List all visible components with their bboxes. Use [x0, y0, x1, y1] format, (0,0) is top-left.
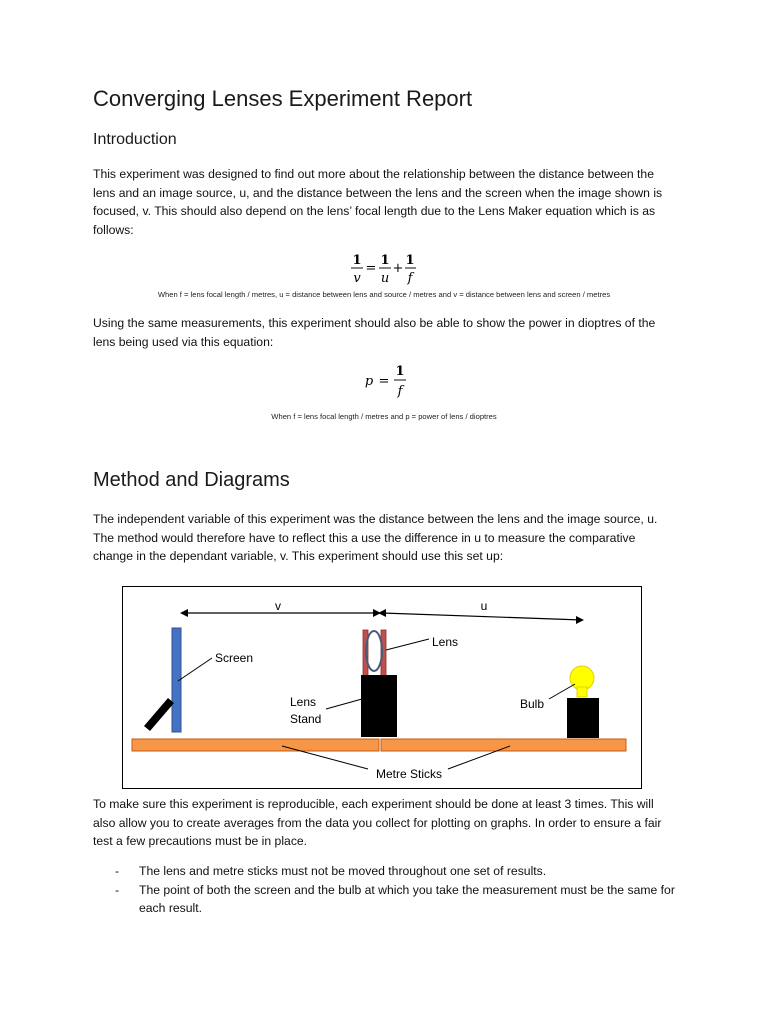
- eq1-term1-numerator: 1: [380, 253, 390, 268]
- document-title: Converging Lenses Experiment Report: [93, 86, 473, 111]
- eq1-lhs-numerator: 1: [352, 253, 362, 268]
- bullet-marker: -: [115, 864, 120, 878]
- list-item: [93, 881, 678, 918]
- eq2-denominator: f: [397, 384, 403, 399]
- equation-1-note: When f = lens focal length / metres, u = distance between lens and source / metres and v = distance between lens and screen / metres: [157, 290, 611, 299]
- screen-label: Screen: [215, 651, 254, 665]
- precaution-2: The point of both the screen and the bulb at which you take the measurement must be the same for each result.: [139, 882, 675, 915]
- eq2-equals: =: [378, 374, 390, 389]
- eq1-term2-numerator: 1: [405, 253, 415, 268]
- introduction-heading: Introduction: [93, 131, 177, 148]
- bullet-marker: -: [115, 882, 120, 897]
- v-label: v: [275, 599, 281, 613]
- eq1-equals: =: [365, 261, 377, 276]
- method-paragraph-2: To make sure this experiment is reproducible, each experiment should be done at least 3 times. This will also allow you to create averages from the data you collect for plotting on graphs. In order to ensure a fair test a few precautions must be in place.: [93, 797, 662, 848]
- u-label: u: [480, 599, 488, 613]
- equation-2-note: When f = lens focal length / metres and p = power of lens / dioptres: [271, 412, 497, 421]
- eq1-plus: +: [392, 261, 404, 276]
- method-paragraph-1: The independent variable of this experiment was the distance between the lens and the image source, u. The method would therefore have to reflect this a use the difference in u to measure the comparative change in the dependant variable, v. This experiment should use this set up:: [93, 512, 658, 563]
- eq1-term1-denominator: u: [380, 271, 390, 286]
- lens-stand-label-line2: Stand: [290, 712, 322, 726]
- metre-stick-left: [132, 739, 379, 751]
- list-item: [93, 862, 678, 881]
- method-heading: Method and Diagrams: [93, 469, 290, 491]
- lens-maker-equation: [348, 251, 420, 291]
- metre-sticks-label: Metre Sticks: [375, 767, 443, 781]
- eq1-term2-denominator: f: [407, 271, 413, 286]
- metre-stick-right: [381, 739, 626, 751]
- setup-diagram: [122, 586, 642, 789]
- bulb-label: Bulb: [520, 697, 545, 711]
- bulb-base: [577, 687, 587, 697]
- precautions-list: [93, 862, 678, 918]
- lens-stand: [361, 675, 397, 737]
- bulb-stand: [567, 698, 599, 738]
- lens-stand-label-line1: Lens: [290, 695, 317, 709]
- power-equation: [363, 362, 409, 404]
- introduction-paragraph-2: Using the same measurements, this experiment should also be able to show the power in dioptres of the lens being used via this equation:: [93, 316, 656, 349]
- precaution-1: The lens and metre sticks must not be moved throughout one set of results.: [139, 864, 547, 878]
- eq1-lhs-denominator: v: [353, 271, 361, 286]
- eq2-lhs: p: [364, 374, 374, 389]
- lens-label: Lens: [432, 635, 459, 649]
- eq2-numerator: 1: [395, 364, 405, 379]
- bulb: [570, 666, 594, 690]
- introduction-paragraph-1: This experiment was designed to find out more about the relationship between the distance between the lens and an image source, u, and the distance between the lens and the screen when the image shown is focused, v. This should also depend on the lens’ focal length due to the Lens Maker equation which is as follows:: [93, 167, 663, 237]
